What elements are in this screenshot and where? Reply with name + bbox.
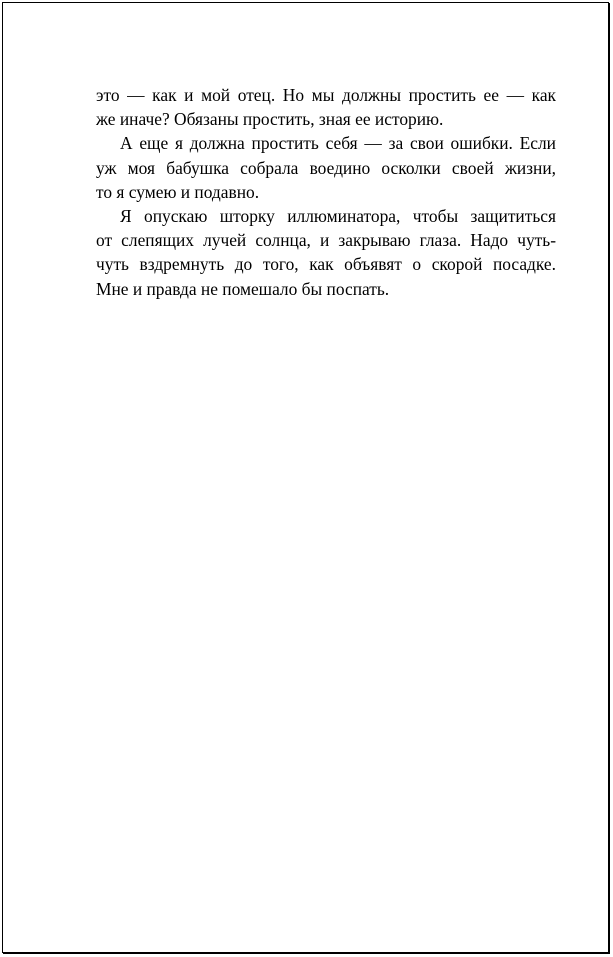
paragraph-2 [96, 131, 556, 204]
text-line: Мне и правда не помешало бы поспать. [96, 278, 390, 299]
text-line: А еще я должна простить себя — за свои ошибки. Если [120, 133, 556, 154]
page-frame [2, 2, 609, 953]
text-line: чуть вздремнуть до того, как объявят о скорой посадке. [96, 254, 556, 275]
text-line: то я сумею и подавно. [96, 181, 260, 202]
text-line: это — как и мой отец. Но мы должны простить ее — как [96, 85, 556, 105]
text-line: уж моя бабушка собрала воедино осколки своей жизни, [96, 157, 556, 178]
text-line: от слепящих лучей солнца, и закрываю глаза. Надо чуть- [96, 230, 556, 251]
paragraph-3 [96, 204, 556, 301]
body-text [96, 83, 556, 301]
text-line: же иначе? Обязаны простить, зная ее историю. [96, 109, 444, 130]
text-line: Я опускаю шторку иллюминатора, чтобы защититься [120, 206, 556, 227]
paragraph-1 [96, 83, 556, 131]
